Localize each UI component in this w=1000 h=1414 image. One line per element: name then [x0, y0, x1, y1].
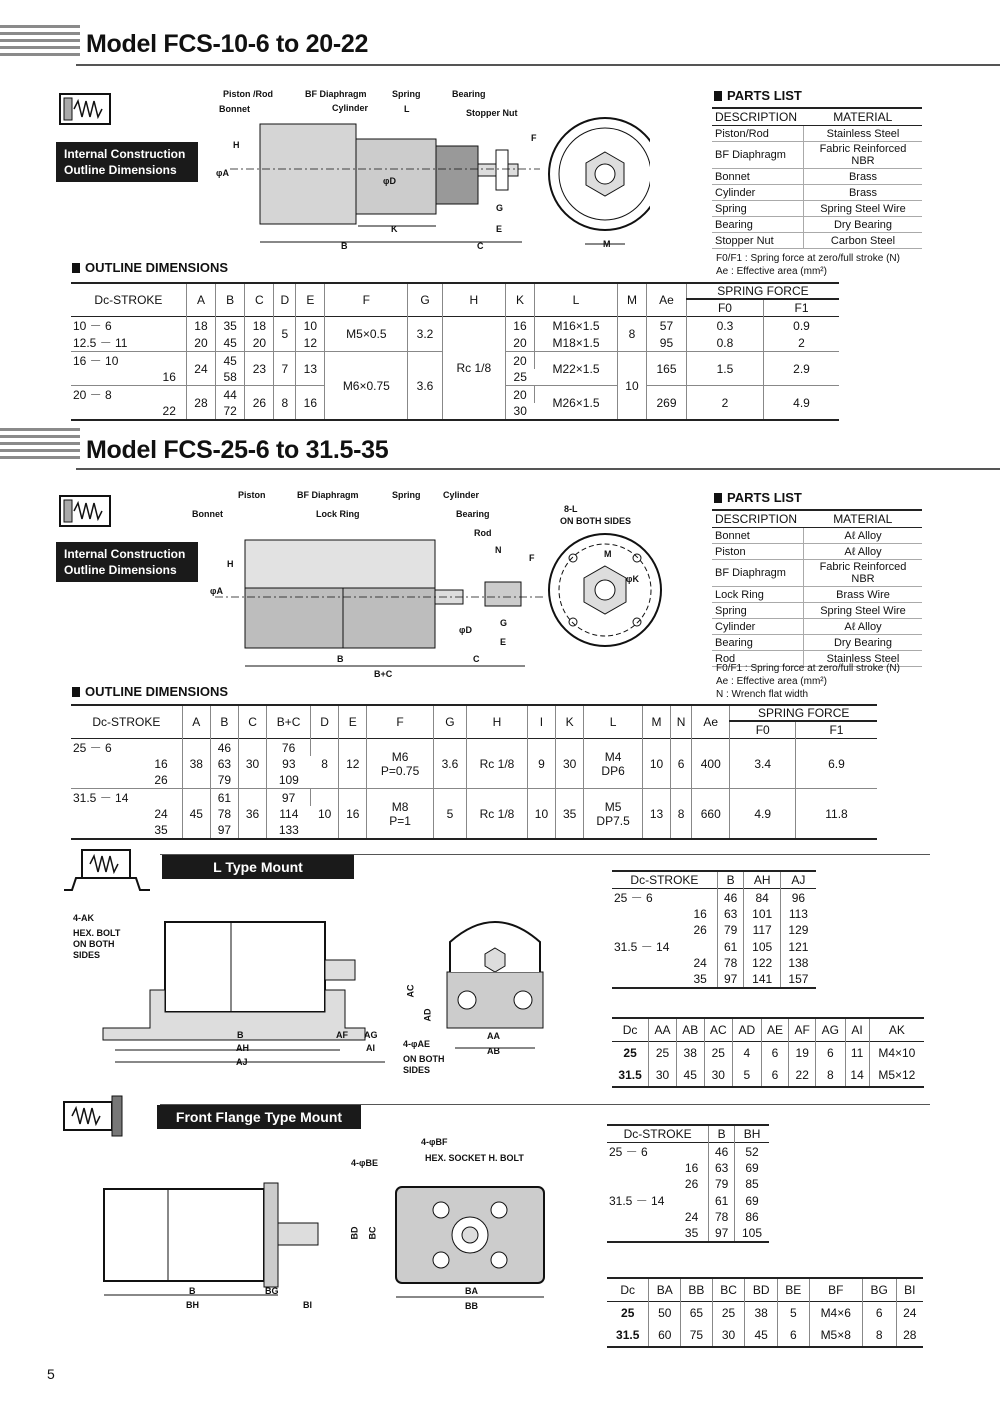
- label-h: H: [227, 559, 234, 569]
- badge-internal-construction: Internal Construction Outline Dimensions: [56, 142, 198, 182]
- table-row: 31.5 － 14 61 105 121: [614, 939, 809, 954]
- label-e: E: [496, 224, 503, 234]
- table-row: 26 79 117 129: [612, 922, 816, 938]
- table-row: 31.5 － 14 61 69: [609, 1193, 759, 1208]
- table-row: 25 25 38 25 4 6 19 6 11 M4×10: [612, 1042, 924, 1065]
- table-row: Lock Ring Brass Wire: [712, 587, 922, 603]
- label-bc: BC: [367, 1226, 378, 1240]
- header-stripes: [0, 428, 80, 463]
- label-ab: AB: [487, 1046, 500, 1056]
- notes: F0/F1 : Spring force at zero/full stroke (N) Ae : Effective area (mm²): [716, 253, 900, 277]
- label-bonnet: Bonnet: [192, 509, 223, 519]
- table-row: Piston/Rod Stainless Steel: [712, 126, 922, 142]
- label-b: B: [237, 1030, 244, 1040]
- label-g: G: [500, 618, 508, 628]
- l-mount-dc-table: Dc AA AB AC AD AE AF AG AI AK 25 25 38 25 4 6 19 6 11 M4×10 31.5 30 45 30 5 6 22 8 14 M5×12: [612, 1017, 924, 1088]
- title-rule: [76, 64, 1000, 66]
- label-g: G: [496, 203, 504, 213]
- label-4-phi-ae: 4-φAE: [403, 1039, 430, 1049]
- page-number: 5: [47, 1366, 55, 1382]
- fcs10-construction-drawing: [210, 84, 650, 256]
- label-bearing: Bearing: [452, 89, 486, 99]
- l-mount-stroke-table: Dc-STROKE B AH AJ 25 － 6 46 84 96 16 63 101 113 26 79 117 129 31.5 － 14 61 105 121 24 78 122 138 35 97 141 157: [612, 870, 816, 989]
- table-row: Cylinder Aℓ Alloy: [712, 619, 922, 635]
- flange-dc-table: Dc BA BB BC BD BE BF BG BI 25 50 65 25 38 5 M4×6 6 24 31.5 60 75 30 45 6 M5×8 8 28: [607, 1277, 923, 1348]
- l-mount-icon: [60, 846, 156, 892]
- table-row: 35 97 141 157: [612, 971, 816, 988]
- label-f: F: [531, 133, 537, 143]
- label-cylinder: Cylinder: [443, 490, 480, 500]
- table-row: Spring Spring Steel Wire: [712, 603, 922, 619]
- table-row: Stopper Nut Carbon Steel: [712, 233, 922, 249]
- table-row: BF Diaphragm Fabric Reinforced NBR: [712, 142, 922, 169]
- table-row: 16 63 93: [71, 756, 877, 772]
- label-ag: AG: [364, 1030, 378, 1040]
- parts-header-material: MATERIAL: [804, 108, 923, 126]
- label-phi-d: φD: [459, 625, 472, 635]
- label-aj: AJ: [236, 1057, 248, 1067]
- parts-list-title: PARTS LIST: [714, 88, 802, 103]
- label-spring: Spring: [392, 490, 421, 500]
- table-row: 26 79 85: [607, 1176, 769, 1192]
- table-row: 20 － 8 28 44 26 8 16 20 M26×1.5 269 2 4.9: [71, 386, 839, 404]
- label-4-ak: 4-AK: [73, 913, 95, 923]
- cylinder-icon: [58, 494, 114, 530]
- table-row: 24 78 114: [71, 806, 877, 822]
- label-on-both-2: ON BOTH: [403, 1054, 445, 1064]
- label-af: AF: [336, 1030, 348, 1040]
- table-row: 31.5 60 75 30 45 6 M5×8 8 28: [607, 1324, 923, 1347]
- cylinder-icon: [58, 92, 114, 128]
- label-b: B: [189, 1286, 196, 1296]
- outline-dimensions-table-2: Dc-STROKE A B C B+C D E F G H I K L M N Ae SPRING FORCE F0 F1 25 － 6 38 46 30 76 8 12 M6 P=0.75 3.6 Rc 1/8 9 30 M4 DP6 10 6 400 3.4 6.9 16 63 93 26 79 109 31.5 － 14 45 61 36 97 10 16 M8 P=1 5 Rc 1/8 10 35 M5 DP7.5 13 8 660 4.9 11.8 24 78 114 35 97 133: [71, 704, 877, 840]
- label-ai: AI: [366, 1043, 375, 1053]
- label-n: N: [495, 545, 502, 555]
- label-ad: AD: [422, 1008, 433, 1022]
- table-row: Bonnet Aℓ Alloy: [712, 528, 922, 544]
- table-row: 25 － 6 38 46 30 76 8 12 M6 P=0.75 3.6 Rc 1/8 9 30 M4 DP6 10 6 400 3.4 6.9: [71, 739, 877, 757]
- parts-list-table: [712, 107, 922, 249]
- parts-list-title: PARTS LIST: [714, 490, 802, 505]
- table-row: Rod Stainless Steel: [712, 651, 922, 667]
- table-row: 24 78 122 138: [612, 955, 816, 971]
- table-row: Spring Spring Steel Wire: [712, 201, 922, 217]
- front-flange-mount-title: Front Flange Type Mount: [157, 1105, 361, 1129]
- table-row: Piston Aℓ Alloy: [712, 544, 922, 560]
- label-hex-bolt: HEX. BOLT: [73, 928, 121, 938]
- label-piston: Piston: [238, 490, 266, 500]
- label-ah: AH: [236, 1043, 249, 1053]
- table-row: 16 58 25: [71, 369, 839, 386]
- label-bf-diaphragm: BF Diaphragm: [305, 89, 367, 99]
- label-ac: AC: [405, 984, 416, 998]
- table-row: 31.5 － 14 45 61 36 97 10 16 M8 P=1 5 Rc 1/8 10 35 M5 DP7.5 13 8 660 4.9 11.8: [71, 789, 877, 807]
- label-rod: Rod: [474, 528, 492, 538]
- label-4-phi-be: 4-φBE: [351, 1158, 378, 1168]
- label-8-l: 8-L: [564, 504, 578, 514]
- label-b: B: [337, 654, 344, 664]
- table-row: Bearing Dry Bearing: [712, 635, 922, 651]
- table-row: 25 50 65 25 38 5 M4×6 6 24: [607, 1302, 923, 1325]
- label-bf-diaphragm: BF Diaphragm: [297, 490, 359, 500]
- label-k: K: [391, 224, 398, 234]
- label-bi: BI: [303, 1300, 312, 1310]
- label-phi-a: φA: [216, 168, 229, 178]
- badge-internal-construction: Internal Construction Outline Dimensions: [56, 542, 198, 582]
- table-row: 16 － 10 24 45 23 7 13 M6×0.75 3.6 20 M22×1.5 10 165 1.5 2.9: [71, 352, 839, 370]
- label-m: M: [603, 239, 611, 249]
- header-stripes: [0, 25, 80, 60]
- table-row: 22 72 30: [71, 403, 839, 420]
- label-h: H: [233, 140, 240, 150]
- label-bg: BG: [265, 1286, 279, 1296]
- label-c: C: [473, 654, 480, 664]
- l-type-mount-title: L Type Mount: [162, 855, 354, 879]
- label-e: E: [500, 637, 507, 647]
- label-bonnet: Bonnet: [219, 104, 250, 114]
- label-spring: Spring: [392, 89, 421, 99]
- table-row: 10 － 6 18 35 18 5 10 M5×0.5 3.2 Rc 1/8 16 M16×1.5 8 57 0.3 0.9: [71, 317, 839, 335]
- label-bb: BB: [465, 1301, 478, 1311]
- parts-header-material: MATERIAL: [804, 510, 923, 528]
- label-cylinder: Cylinder: [332, 103, 369, 113]
- label-bh: BH: [186, 1300, 199, 1310]
- table-row: 31.5 30 45 30 5 6 22 8 14 M5×12: [612, 1064, 924, 1087]
- parts-header-description: DESCRIPTION: [712, 510, 804, 528]
- label-4-phi-bf: 4-φBF: [421, 1137, 448, 1147]
- section2-title: Model FCS-25-6 to 31.5-35: [86, 436, 389, 464]
- table-row: 25 － 6 46 52: [609, 1144, 759, 1159]
- label-on-both-sides: ON BOTH SIDES: [560, 516, 632, 526]
- table-row: Bearing Dry Bearing: [712, 217, 922, 233]
- table-row: Cylinder Brass: [712, 185, 922, 201]
- label-l: L: [404, 104, 410, 114]
- label-sides-2: SIDES: [403, 1065, 431, 1075]
- table-row: 26 79 109: [71, 772, 877, 789]
- table-row: 16 63 69: [607, 1160, 769, 1176]
- label-phi-k: φK: [626, 574, 639, 584]
- table-row: 35 97 133: [71, 822, 877, 839]
- notes: F0/F1 : Spring force at zero/full stroke (N) Ae : Effective area (mm²) N : Wrench flat width: [716, 663, 900, 700]
- flange-mount-drawing: [98, 1165, 558, 1305]
- label-on-both: ON BOTH: [73, 939, 115, 949]
- label-piston-rod: Piston /Rod: [223, 89, 273, 99]
- flange-stroke-table: Dc-STROKE B BH 25 － 6 46 52 16 63 69 26 79 85 31.5 － 14 61 69 24 78 86 35 97 105: [607, 1124, 769, 1243]
- label-b: B: [341, 241, 348, 251]
- parts-header-description: DESCRIPTION: [712, 108, 804, 126]
- label-lock-ring: Lock Ring: [316, 509, 360, 519]
- table-row: BF Diaphragm Fabric Reinforced NBR: [712, 560, 922, 587]
- table-row: Bonnet Brass: [712, 169, 922, 185]
- label-c: C: [477, 241, 484, 251]
- label-bd: BD: [349, 1226, 360, 1240]
- table-row: 25 － 6 46 84 96: [614, 890, 806, 905]
- outline-dimensions-title: OUTLINE DIMENSIONS: [72, 260, 228, 275]
- label-phi-d: φD: [383, 176, 396, 186]
- outline-dimensions-table-1: Dc-STROKE A B C D E F G H K L M Ae SPRING FORCE F0 F1 10 － 6 18 35 18 5 10 M5×0.5 3.2 Rc 1/8 16 M16×1.5 8 57 0.3 0.9 12.5 － 11 20 45 20 12 20 M18×1.5 95 0.8 2 16 － 10 24 45 23 7 13 M6×0.75 3.6 20 M22×1.5 10 165 1.5 2.9 16 58 25 20 － 8 28 44 26 8 16 20 M26×1.5 269 2 4.9 22 72 30: [71, 282, 839, 421]
- outline-dimensions-title: OUTLINE DIMENSIONS: [72, 684, 228, 699]
- title-rule: [76, 468, 1000, 470]
- label-hex-socket-bolt: HEX. SOCKET H. BOLT: [425, 1153, 524, 1163]
- label-f: F: [529, 553, 535, 563]
- label-sides: SIDES: [73, 950, 101, 960]
- table-row: 16 63 101 113: [612, 906, 816, 922]
- table-row: 35 97 105: [607, 1225, 769, 1242]
- label-phi-a: φA: [210, 586, 223, 596]
- label-ba: BA: [465, 1286, 478, 1296]
- label-stopper-nut: Stopper Nut: [466, 108, 518, 118]
- label-b-plus-c: B+C: [374, 669, 393, 679]
- flange-mount-icon: [60, 1094, 136, 1138]
- parts-list-table: [712, 509, 922, 667]
- table-row: 12.5 － 11 20 45 20 12 20 M18×1.5 95 0.8 2: [73, 335, 805, 350]
- label-bearing: Bearing: [456, 509, 490, 519]
- section1-title: Model FCS-10-6 to 20-22: [86, 30, 369, 58]
- label-m: M: [604, 549, 612, 559]
- table-row: 24 78 86: [607, 1209, 769, 1225]
- label-aa: AA: [487, 1031, 500, 1041]
